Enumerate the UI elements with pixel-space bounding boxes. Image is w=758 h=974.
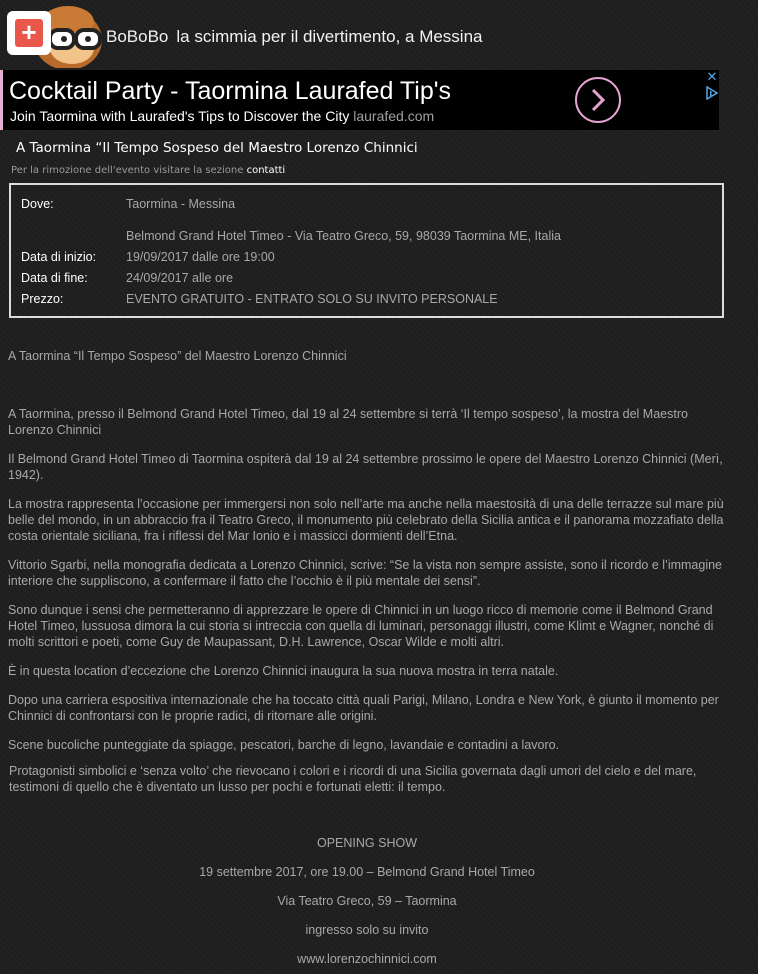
paragraph-9: Protagonisti simbolici e ‘senza volto’ che rievocano i colori e i ricordi di una Sicilia governata dagli umori del cielo e del mare, testimoni di quello che è diventato un lusso per pochi e fortunati eletti: il tempo. [9,764,697,794]
opening-date-place: 19 settembre 2017, ore 19.00 – Belmond Grand Hotel Timeo [199,865,535,879]
paragraph-1: A Taormina, presso il Belmond Grand Hotel Timeo, dal 19 al 24 settembre si terrà ‘Il tempo sospeso’, la mostra del Maestro Lorenzo Chinnici [8,407,688,437]
ad-subtitle-text: Join Taormina with Laurafed's Tips to Discover the City [10,108,350,124]
event-title: A Taormina “Il Tempo Sospeso del Maestro Lorenzo Chinnici [16,140,418,156]
site-title[interactable] [106,27,483,47]
start-label: Data di inizio: [21,250,97,264]
end-value: 24/09/2017 alle ore [126,271,234,285]
ad-choices-icon[interactable] [705,86,719,100]
site-header [0,0,758,70]
chevron-right-icon [589,88,607,112]
add-button[interactable] [7,11,51,55]
contacts-link[interactable]: contatti [246,165,286,176]
paragraph-2: Il Belmond Grand Hotel Timeo di Taormina ospiterà dal 19 al 24 settembre prossimo le opere del Maestro Lorenzo Chinnici (Merì, 1942). [8,452,723,482]
plus-icon: + [15,19,43,47]
paragraph-5: Sono dunque i sensi che permetteranno di apprezzare le opere di Chinnici in un luogo ricco di memorie come il Belmond Grand Hotel Timeo, lussuosa dimora la cui storia si intreccia con quella di luminari, personaggi illustri, come Klimt e Wagner, nonché di molti scrittori e poeti, come Guy de Maupassant, D.H. Lawrence, Oscar Wilde e molti altri. [8,603,714,649]
opening-entry: ingresso solo su invito [305,923,429,937]
opening-heading: OPENING SHOW [316,836,417,850]
paragraph-3: La mostra rappresenta l’occasione per immergersi non solo nell’arte ma anche nella maestosità di una delle terrazze sul mare più belle del mondo, in un abbraccio fra il Teatro Greco, il monumento più celebrato della Sicilia antica e il panorama mozzafiato della costa orientale siciliana, fra i riflessi del Mar Ionio e i massicci dormienti dell’Etna. [8,497,724,543]
ad-subtitle[interactable] [10,108,434,124]
paragraph-4: Vittorio Sgarbi, nella monografia dedicata a Lorenzo Chinnici, scrive: “Se la vista non sempre assiste, sono il ricordo e l’immagine interiore che suppliscono, a confermare il fatto che l’occhio è il più mentale dei sensi”. [8,558,723,588]
ad-banner[interactable] [0,70,719,130]
address-value: Belmond Grand Hotel Timeo - Via Teatro Greco, 59, 98039 Taormina ME, Italia [126,229,561,243]
start-value: 19/09/2017 dalle ore 19:00 [126,250,275,264]
paragraph-6: È in questa location d’eccezione che Lorenzo Chinnici inaugura la sua nuova mostra in terra natale. [8,664,559,678]
price-value: EVENTO GRATUITO - ENTRATO SOLO SU INVITO PERSONALE [126,292,498,306]
paragraph-7: Dopo una carriera espositiva internazionale che ha toccato città quali Parigi, Milano, Londra e New York, è giunto il momento per Chinnici di confrontarsi con le proprie radici, di ritornare alle origini. [8,693,719,723]
where-label: Dove: [21,197,54,211]
paragraph-8: Scene bucoliche punteggiate da spiagge, pescatori, barche di legno, lavandaie e contadini a lavoro. [8,738,560,752]
price-label: Prezzo: [21,292,64,306]
end-label: Data di fine: [21,271,88,285]
ad-title[interactable]: Cocktail Party - Taormina Laurafed Tip's [9,77,452,105]
ad-domain: laurafed.com [353,108,435,124]
site-name[interactable]: BoBoBo [106,27,169,46]
intro-paragraph: A Taormina “Il Tempo Sospeso” del Maestro Lorenzo Chinnici [8,349,347,363]
site-tagline: la scimmia per il divertimento, a Messina [176,27,483,46]
opening-website[interactable]: www.lorenzochinnici.com [297,952,437,966]
removal-note [11,165,285,176]
where-value: Taormina - Messina [126,197,236,211]
ad-arrow-button[interactable] [575,77,621,123]
opening-address: Via Teatro Greco, 59 – Taormina [277,894,457,908]
removal-text: Per la rimozione dell'evento visitare la sezione [11,165,244,176]
event-details-box [9,183,724,318]
ad-close-icon[interactable]: ✕ [706,69,718,84]
